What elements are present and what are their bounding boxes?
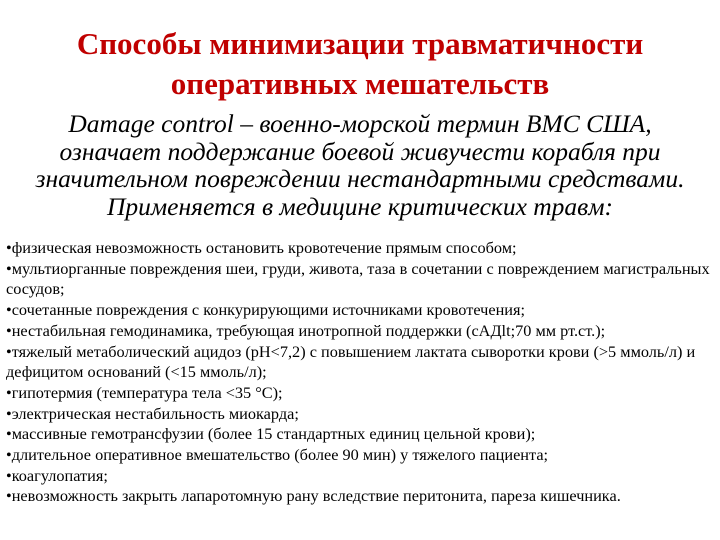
list-item-text: коагулопатия; bbox=[11, 465, 108, 485]
bullet-icon: • bbox=[6, 320, 12, 340]
slide-subtitle bbox=[0, 110, 720, 220]
subtitle-line-4: Применяется в медицине критических травм: bbox=[106, 191, 614, 221]
list-item bbox=[6, 466, 716, 487]
subtitle-line-3: значительном повреждении нестандартными средствами. bbox=[35, 164, 685, 193]
bullet-icon: • bbox=[6, 382, 12, 402]
slide-title bbox=[0, 24, 720, 104]
list-item bbox=[6, 321, 716, 342]
bullet-icon: • bbox=[6, 300, 12, 320]
list-item-text: тяжелый метаболический ацидоз (рН<7,2) с повышением лактата сыворотки крови (>5 ммоль/л) и дефицитом оснований (<15 ммоль/л); bbox=[6, 341, 696, 382]
list-item-text: физическая невозможность остановить кровотечение прямым способом; bbox=[11, 238, 517, 257]
list-item bbox=[6, 238, 716, 259]
list-item bbox=[6, 383, 716, 404]
list-item bbox=[6, 259, 716, 300]
list-item bbox=[6, 300, 716, 321]
bullet-icon: • bbox=[6, 486, 12, 506]
bullet-icon: • bbox=[6, 341, 12, 361]
list-item bbox=[6, 486, 716, 507]
bullet-icon: • bbox=[6, 465, 12, 485]
bullet-icon: • bbox=[6, 424, 12, 444]
list-item-text: длительное оперативное вмешательство (более 90 мин) у тяжелого пациента; bbox=[11, 445, 549, 465]
indication-list bbox=[6, 238, 716, 507]
list-item-text: гипотермия (температура тела <35 °С); bbox=[11, 382, 283, 402]
slide-title-line-2: оперативных мешательств bbox=[170, 66, 550, 101]
list-item-text: электрическая нестабильность миокарда; bbox=[11, 403, 299, 423]
list-item-text: сочетанные повреждения с конкурирующими источниками кровотечения; bbox=[11, 300, 526, 320]
bullet-icon: • bbox=[6, 258, 12, 278]
list-item bbox=[6, 404, 716, 425]
slide-title-line-1: Способы минимизации травматичности bbox=[76, 26, 644, 61]
list-item-text: массивные гемотрансфузии (более 15 стандартных единиц цельной крови); bbox=[11, 424, 536, 444]
list-item bbox=[6, 445, 716, 466]
list-item-text: мультиорганные повреждения шеи, груди, живота, таза в сочетании с повреждением магистральных сосудов; bbox=[6, 258, 710, 299]
subtitle-line-1: Damage control – военно-морской термин ВМС США, bbox=[68, 109, 652, 138]
list-item-text: нестабильная гемодинамика, требующая инотропной поддержки (сАДlt;70 мм рт.ст.); bbox=[11, 320, 606, 340]
list-item-text: невозможность закрыть лапаротомную рану вследствие перитонита, пареза кишечника. bbox=[11, 486, 621, 506]
list-item bbox=[6, 424, 716, 445]
bullet-icon: • bbox=[6, 445, 12, 465]
bullet-icon: • bbox=[6, 238, 12, 257]
subtitle-line-2: означает поддержание боевой живучести корабля при bbox=[59, 136, 661, 166]
list-item bbox=[6, 342, 716, 383]
bullet-icon: • bbox=[6, 403, 12, 423]
